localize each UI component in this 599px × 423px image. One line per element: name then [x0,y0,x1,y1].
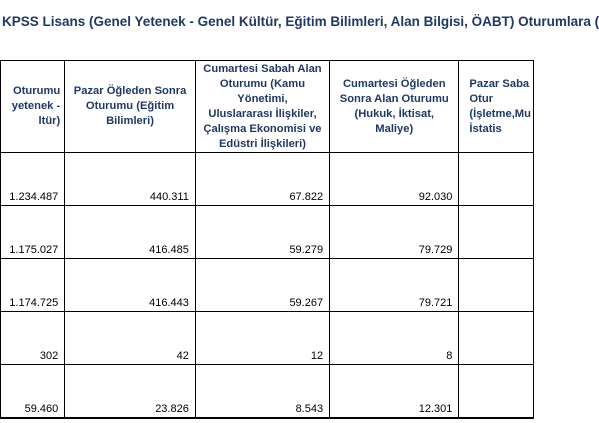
table-cell: 79.721 [330,259,459,312]
column-header-5: Pazar Saba Otur (İşletme,Mu İstatis [459,61,534,153]
exam-statistics-table [0,60,534,419]
table-cell: 59.267 [195,259,329,312]
table-cell: 440.311 [65,153,196,206]
table-cell: 8 [330,312,459,365]
table-title: KPSS Lisans (Genel Yetenek - Genel Kültür, Eğitim Bilimleri, Alan Bilgisi, ÖABT) Oturumlara ( [2,14,599,29]
table-row [1,365,534,418]
table-cell: 23.826 [65,365,196,418]
table-cell: 92.030 [330,153,459,206]
table-cell [459,259,534,312]
table-cell: 1.234.487 [1,153,65,206]
table-cell [459,206,534,259]
column-header-2: Pazar Öğleden Sonra Oturumu (Eğitim Bilimleri) [65,61,196,153]
column-header-3: Cumartesi Sabah Alan Oturumu (Kamu Yönetimi, Uluslararası İlişkiler, Çalışma Ekonomisi ve Edüstri İlişkileri) [195,61,329,153]
table-cell: 1.174.725 [1,259,65,312]
table-cell: 42 [65,312,196,365]
header-row [1,61,534,153]
table-cell: 416.485 [65,206,196,259]
table-cell: 59.460 [1,365,65,418]
table-cell: 302 [1,312,65,365]
table-row [1,259,534,312]
column-header-4: Cumartesi Öğleden Sonra Alan Oturumu (Hukuk, İktisat, Maliye) [330,61,459,153]
table-cell: 12 [195,312,329,365]
table-cell: 416.443 [65,259,196,312]
table-cell [459,312,534,365]
table-cell: 12.301 [330,365,459,418]
table-row [1,312,534,365]
table-cell: 1.175.027 [1,206,65,259]
table-cell [459,365,534,418]
table-cell: 79.729 [330,206,459,259]
table-cell: 67.822 [195,153,329,206]
table-cell [459,153,534,206]
column-header-1: Oturumu yetenek - ltür) [1,61,65,153]
table-cell: 59.279 [195,206,329,259]
table-row [1,153,534,206]
table-row [1,206,534,259]
table-cell: 8.543 [195,365,329,418]
